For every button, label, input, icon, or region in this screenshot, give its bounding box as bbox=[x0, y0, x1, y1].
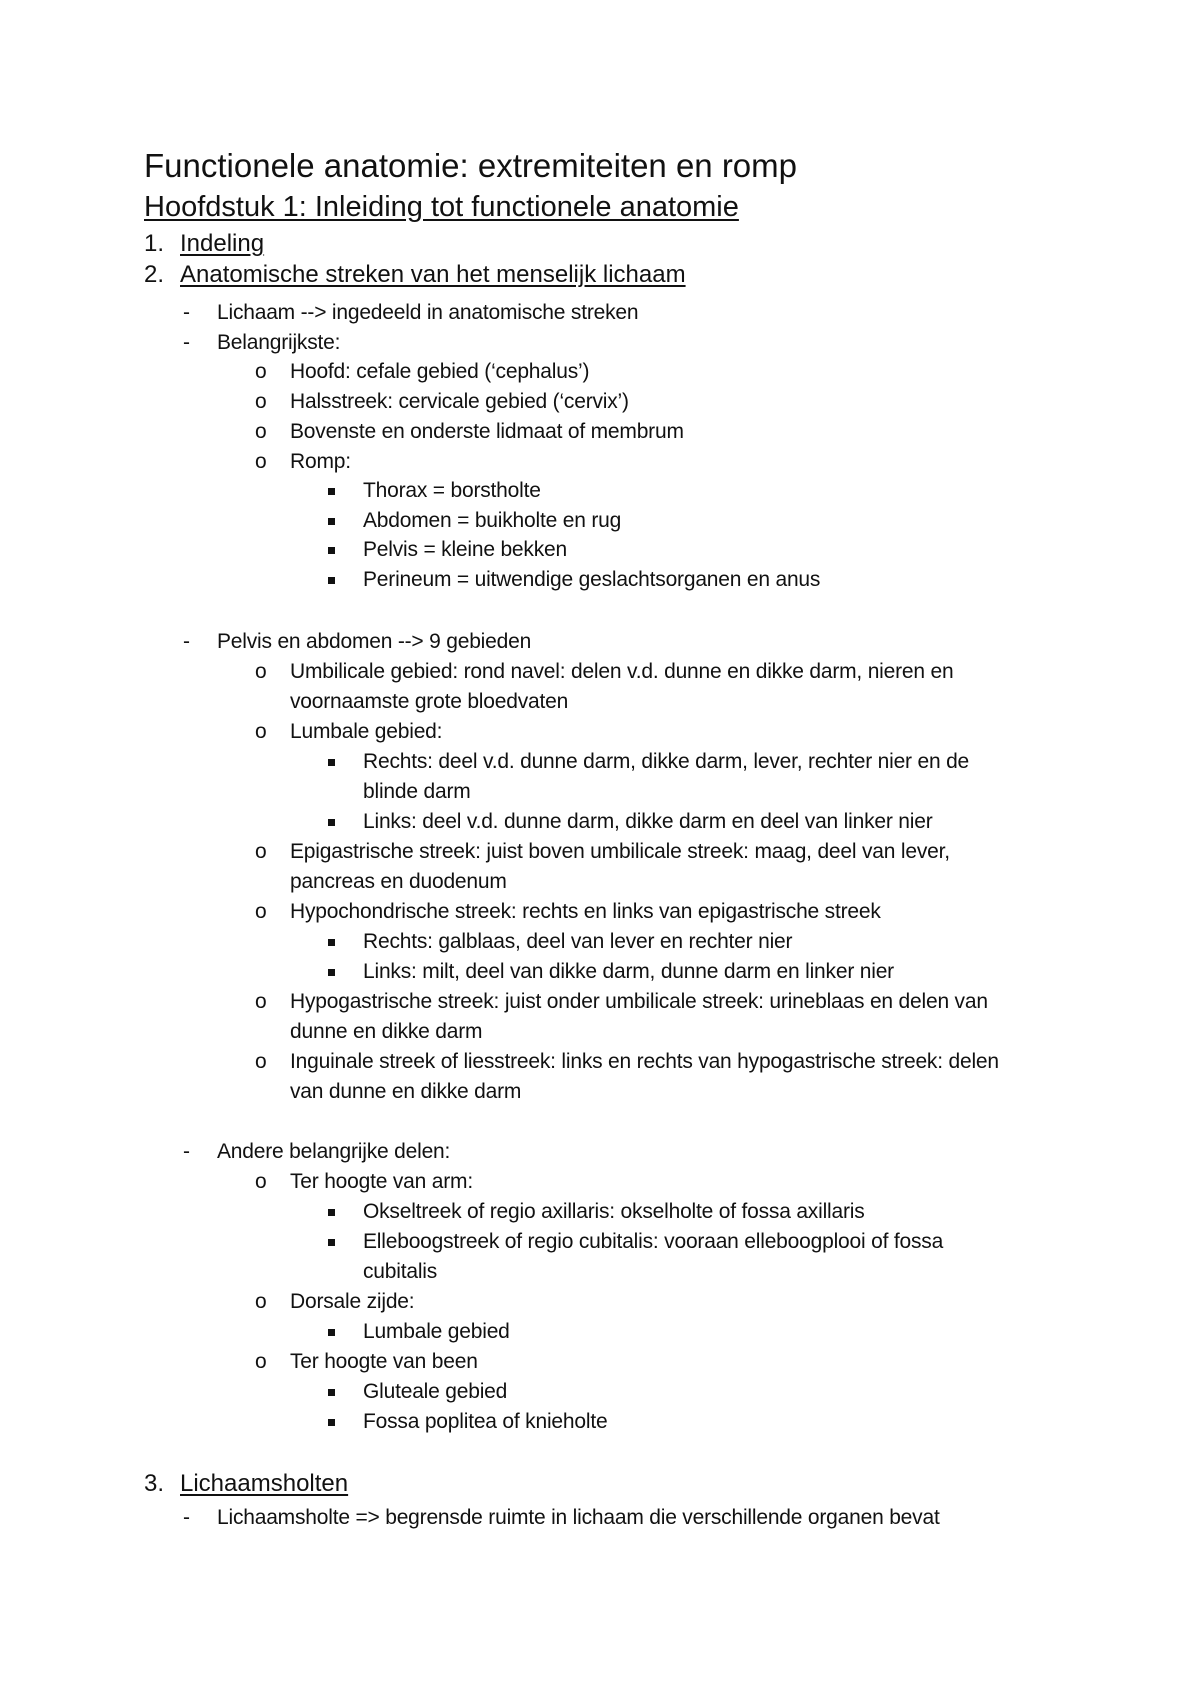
dash-marker: - bbox=[183, 1140, 190, 1163]
dash-marker: - bbox=[183, 1506, 190, 1529]
circle-marker: o bbox=[255, 1050, 267, 1073]
section-number: 2. bbox=[144, 261, 165, 288]
list-item: Links: milt, deel van dikke darm, dunne darm en linker nier bbox=[363, 960, 894, 983]
list-item-continuation: blinde darm bbox=[363, 780, 471, 803]
list-item: Pelvis = kleine bekken bbox=[363, 538, 567, 561]
circle-marker: o bbox=[255, 1350, 267, 1373]
list-item: Thorax = borstholte bbox=[363, 479, 541, 502]
square-bullet bbox=[328, 1329, 335, 1336]
square-bullet bbox=[328, 518, 335, 525]
list-item: Andere belangrijke delen: bbox=[217, 1140, 451, 1163]
section-title: Indeling bbox=[180, 230, 265, 257]
circle-marker: o bbox=[255, 420, 267, 443]
circle-marker: o bbox=[255, 720, 267, 743]
list-item: Rechts: galblaas, deel van lever en rechter nier bbox=[363, 930, 793, 953]
document-title: Functionele anatomie: extremiteiten en romp bbox=[144, 147, 798, 184]
list-item: Epigastrische streek: juist boven umbilicale streek: maag, deel van lever, bbox=[290, 840, 950, 863]
circle-marker: o bbox=[255, 390, 267, 413]
dash-marker: - bbox=[183, 301, 190, 324]
list-item: Lichaam --> ingedeeld in anatomische streken bbox=[217, 301, 639, 324]
list-item: Perineum = uitwendige geslachtsorganen en anus bbox=[363, 568, 821, 591]
section-title: Anatomische streken van het menselijk lichaam bbox=[180, 261, 686, 288]
list-item: Gluteale gebied bbox=[363, 1380, 508, 1403]
list-item-continuation: pancreas en duodenum bbox=[290, 870, 507, 893]
circle-marker: o bbox=[255, 660, 267, 683]
square-bullet bbox=[328, 1419, 335, 1426]
square-bullet bbox=[328, 577, 335, 584]
section-heading-3 bbox=[144, 1469, 348, 1499]
list-item: Ter hoogte van been bbox=[290, 1350, 478, 1373]
list-item: Bovenste en onderste lidmaat of membrum bbox=[290, 420, 684, 443]
square-bullet bbox=[328, 819, 335, 826]
list-item: Rechts: deel v.d. dunne darm, dikke darm, lever, rechter nier en de bbox=[363, 750, 970, 773]
list-item-continuation: van dunne en dikke darm bbox=[290, 1080, 522, 1103]
chapter-title: Hoofdstuk 1: Inleiding tot functionele anatomie bbox=[144, 191, 739, 223]
list-item: Hypochondrische streek: rechts en links van epigastrische streek bbox=[290, 900, 881, 923]
section-title: Lichaamsholten bbox=[180, 1470, 349, 1497]
list-item: Halsstreek: cervicale gebied (‘cervix’) bbox=[290, 390, 629, 413]
square-bullet bbox=[328, 1389, 335, 1396]
list-item: Elleboogstreek of regio cubitalis: vooraan elleboogplooi of fossa bbox=[363, 1230, 944, 1253]
section-number: 3. bbox=[144, 1470, 165, 1497]
circle-marker: o bbox=[255, 840, 267, 863]
section-heading-1 bbox=[144, 229, 264, 259]
list-item: Links: deel v.d. dunne darm, dikke darm en deel van linker nier bbox=[363, 810, 933, 833]
circle-marker: o bbox=[255, 900, 267, 923]
list-item: Dorsale zijde: bbox=[290, 1290, 415, 1313]
list-item: Fossa poplitea of knieholte bbox=[363, 1410, 608, 1433]
square-bullet bbox=[328, 939, 335, 946]
square-bullet bbox=[328, 547, 335, 554]
square-bullet bbox=[328, 488, 335, 495]
circle-marker: o bbox=[255, 450, 267, 473]
list-item: Lumbale gebied bbox=[363, 1320, 510, 1343]
list-item: Inguinale streek of liesstreek: links en rechts van hypogastrische streek: delen bbox=[290, 1050, 999, 1073]
list-item-continuation: voornaamste grote bloedvaten bbox=[290, 690, 569, 713]
square-bullet bbox=[328, 1239, 335, 1246]
circle-marker: o bbox=[255, 360, 267, 383]
list-item-continuation: cubitalis bbox=[363, 1260, 438, 1283]
square-bullet bbox=[328, 1209, 335, 1216]
list-item: Ter hoogte van arm: bbox=[290, 1170, 473, 1193]
list-item: Hypogastrische streek: juist onder umbilicale streek: urineblaas en delen van bbox=[290, 990, 988, 1013]
circle-marker: o bbox=[255, 990, 267, 1013]
section-heading-2 bbox=[144, 260, 686, 290]
square-bullet bbox=[328, 759, 335, 766]
list-item: Pelvis en abdomen --> 9 gebieden bbox=[217, 630, 532, 653]
list-item: Lichaamsholte => begrensde ruimte in lichaam die verschillende organen bevat bbox=[217, 1506, 940, 1529]
dash-marker: - bbox=[183, 630, 190, 653]
square-bullet bbox=[328, 969, 335, 976]
list-item: Abdomen = buikholte en rug bbox=[363, 509, 622, 532]
list-item: Romp: bbox=[290, 450, 351, 473]
list-item: Belangrijkste: bbox=[217, 331, 341, 354]
circle-marker: o bbox=[255, 1290, 267, 1313]
list-item: Umbilicale gebied: rond navel: delen v.d. dunne en dikke darm, nieren en bbox=[290, 660, 954, 683]
list-item-continuation: dunne en dikke darm bbox=[290, 1020, 483, 1043]
list-item: Lumbale gebied: bbox=[290, 720, 443, 743]
dash-marker: - bbox=[183, 331, 190, 354]
section-number: 1. bbox=[144, 230, 165, 257]
list-item: Okseltreek of regio axillaris: okselholte of fossa axillaris bbox=[363, 1200, 865, 1223]
circle-marker: o bbox=[255, 1170, 267, 1193]
list-item: Hoofd: cefale gebied (‘cephalus’) bbox=[290, 360, 590, 383]
